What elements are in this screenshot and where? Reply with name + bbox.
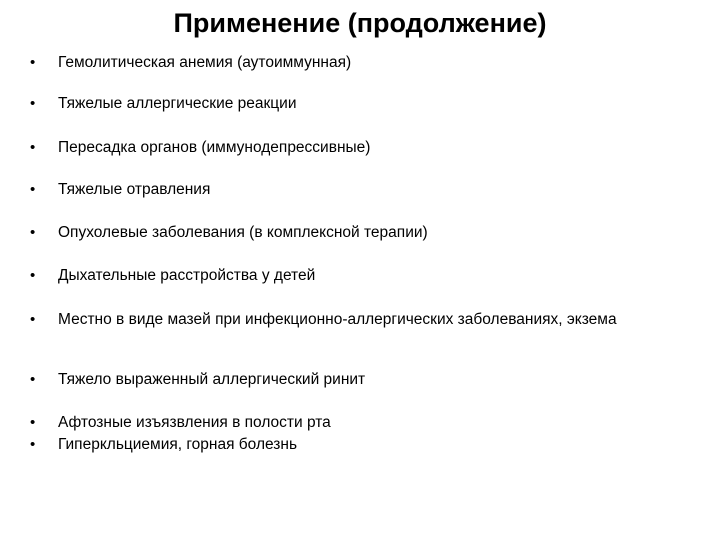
list-item-text: Пересадка органов (иммунодепрессивные)	[58, 139, 371, 156]
bullet-icon: •	[30, 139, 36, 156]
list-item	[30, 268, 700, 284]
list-item	[30, 140, 700, 156]
list-item-text: Тяжелые аллергические реакции	[58, 95, 297, 112]
bullet-icon: •	[30, 371, 36, 388]
slide-title: Применение (продолжение)	[173, 8, 547, 38]
bullet-icon: •	[30, 95, 36, 112]
list-item-text: Тяжелые отравления	[58, 181, 211, 198]
list-item-text: Тяжело выраженный аллергический ринит	[58, 371, 366, 388]
list-item-text: Местно в виде мазей при инфекционно-аллергических заболеваниях, экзема	[58, 311, 617, 328]
list-item-text: Опухолевые заболевания (в комплексной терапии)	[58, 224, 428, 241]
bullet-icon: •	[30, 414, 36, 431]
list-item	[30, 415, 700, 431]
bullet-icon: •	[30, 436, 36, 453]
list-item-text: Афтозные изъязвления в полости рта	[58, 414, 331, 431]
list-item-text: Гемолитическая анемия (аутоиммунная)	[58, 54, 352, 71]
bullet-icon: •	[30, 311, 36, 328]
bullet-icon: •	[30, 181, 36, 198]
list-item	[30, 437, 700, 453]
bullet-icon: •	[30, 267, 36, 284]
list-item	[30, 225, 700, 241]
bullet-icon: •	[30, 54, 36, 71]
list-item	[30, 372, 700, 388]
list-item	[30, 182, 700, 198]
list-item	[30, 55, 700, 71]
list-item	[30, 312, 700, 328]
list-item-text: Гиперкльциемия, горная болезнь	[58, 436, 298, 453]
list-item	[30, 96, 700, 112]
bullet-icon: •	[30, 224, 36, 241]
list-item-text: Дыхательные расстройства у детей	[58, 267, 316, 284]
